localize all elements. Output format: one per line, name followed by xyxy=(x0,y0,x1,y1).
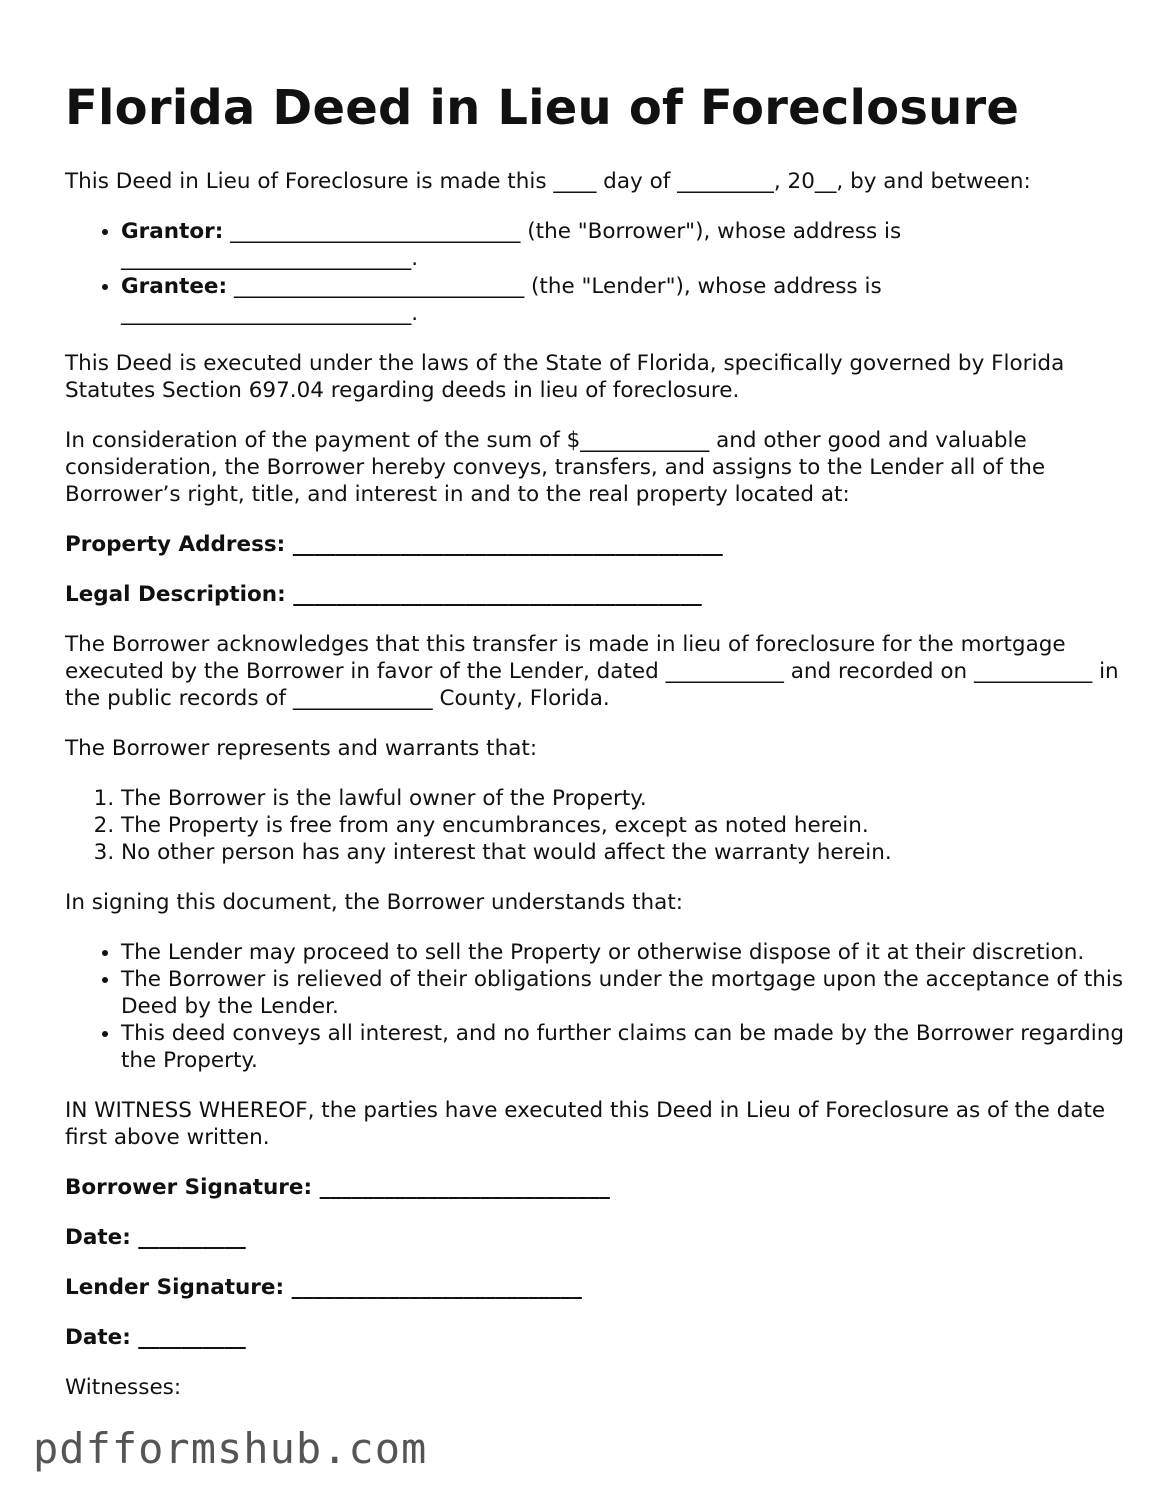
borrower-signature-label: Borrower Signature: xyxy=(65,1175,313,1200)
warranty-item: 2. The Property is free from any encumbrances, except as noted herein. xyxy=(121,812,1125,839)
lender-signature-label: Lender Signature: xyxy=(65,1275,285,1300)
borrower-date-line xyxy=(65,1224,1125,1251)
governing-law-paragraph: This Deed is executed under the laws of the State of Florida, specifically governed by Florida Statutes Section 697.04 regarding deeds in lieu of foreclosure. xyxy=(65,351,1065,403)
lender-date-line xyxy=(65,1324,1125,1351)
witnesses-label: Witnesses: xyxy=(65,1375,182,1400)
borrower-signature-line xyxy=(65,1174,1125,1201)
intro-paragraph: This Deed in Lieu of Foreclosure is made this ____ day of _________, 20__, by and between: xyxy=(65,169,1031,194)
parties-list xyxy=(65,218,1125,327)
grantor-label: Grantor: xyxy=(121,219,224,244)
grantee-label: Grantee: xyxy=(121,274,228,299)
lender-signature-blank: ___________________________ xyxy=(284,1275,582,1300)
borrower-date-blank: __________ xyxy=(130,1225,246,1250)
legal-description-line xyxy=(65,581,1125,608)
borrower-date-label: Date: xyxy=(65,1225,131,1250)
understanding-item: • The Lender may proceed to sell the Property or otherwise dispose of it at their discretion. xyxy=(121,939,1125,966)
legal-description-label: Legal Description: xyxy=(65,582,286,607)
lender-signature-line xyxy=(65,1274,1125,1301)
property-address-label: Property Address: xyxy=(65,532,286,557)
grantor-item xyxy=(121,218,1125,272)
warranty-intro: The Borrower represents and warrants that: xyxy=(65,736,538,761)
grantee-text: ___________________________ (the "Lender"), whose address is ___________________________. xyxy=(121,274,882,326)
understanding-item: • The Borrower is relieved of their obligations under the mortgage upon the acceptance of this Deed by the Lender. xyxy=(121,966,1125,1020)
document-title: Florida Deed in Lieu of Foreclosure xyxy=(65,80,1020,136)
warranty-item: 3. No other person has any interest that would affect the warranty herein. xyxy=(121,839,1125,866)
property-address-blank: ________________________________________ xyxy=(285,532,723,557)
lender-date-blank: __________ xyxy=(130,1325,246,1350)
watermark: pdfformshub.com xyxy=(33,1424,428,1473)
borrower-signature-blank: ___________________________ xyxy=(312,1175,610,1200)
lender-date-label: Date: xyxy=(65,1325,131,1350)
grantee-item xyxy=(121,273,1125,327)
understanding-item: • This deed conveys all interest, and no further claims can be made by the Borrower regarding the Property. xyxy=(121,1020,1125,1074)
consideration-paragraph: In consideration of the payment of the sum of $____________ and other good and valuable consideration, the Borrower hereby conveys, transfers, and assigns to the Lender all of the Borrower’s right, title, and interest in and to the real property located at: xyxy=(65,428,1046,507)
warranty-item: 1. The Borrower is the lawful owner of the Property. xyxy=(121,785,1125,812)
understanding-intro: In signing this document, the Borrower understands that: xyxy=(65,890,684,915)
witness-clause: IN WITNESS WHEREOF, the parties have executed this Deed in Lieu of Foreclosure as of the date first above written. xyxy=(65,1098,1106,1150)
document-page xyxy=(65,78,1125,1424)
grantor-text: ___________________________ (the "Borrower"), whose address is ___________________________. xyxy=(121,219,902,271)
acknowledgment-paragraph: The Borrower acknowledges that this transfer is made in lieu of foreclosure for the mortgage executed by the Borrower in favor of the Lender, dated ___________ and recorded on ___________ in the public records of _____________ County, Florida. xyxy=(65,632,1119,711)
legal-description-blank: ______________________________________ xyxy=(285,582,702,607)
warranties-list xyxy=(65,785,1125,866)
understandings-list xyxy=(65,939,1125,1074)
property-address-line xyxy=(65,531,1125,558)
